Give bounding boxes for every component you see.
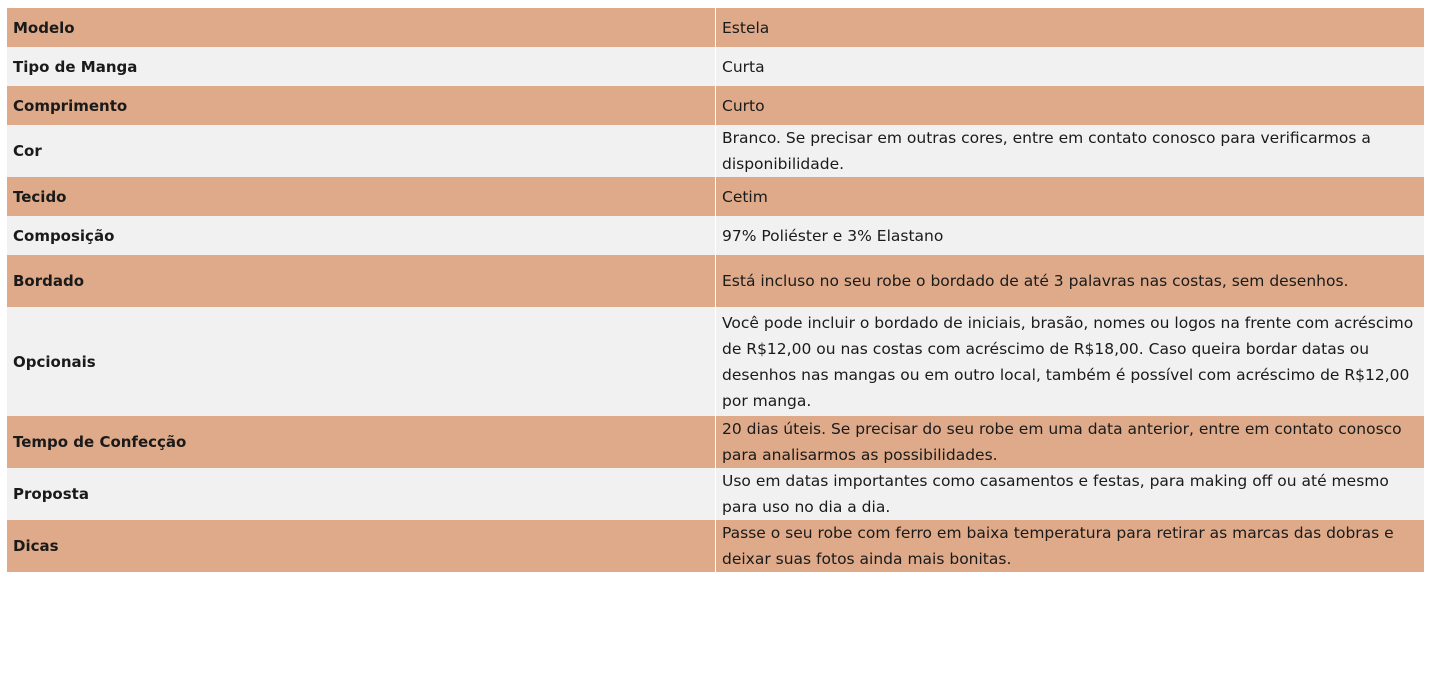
spec-label: Dicas [13,537,59,555]
spec-row-tecido [7,177,1424,216]
spec-row-tempo-de-confeccao [7,416,1424,468]
spec-label: Cor [13,142,42,160]
spec-value: Passe o seu robe com ferro em baixa temperatura para retirar as marcas das dobras e deixar suas fotos ainda mais bonitas. [716,520,1425,572]
spec-label: Tipo de Manga [13,57,138,76]
spec-label: Modelo [13,18,75,37]
spec-label: Bordado [13,272,85,290]
spec-value: Curta [716,47,1425,86]
spec-value: Está incluso no seu robe o bordado de até 3 palavras nas costas, sem desenhos. [716,255,1425,307]
spec-label: Tempo de Confecção [13,433,187,451]
spec-label: Proposta [13,485,89,503]
spec-value: Você pode incluir o bordado de iniciais, brasão, nomes ou logos na frente com acréscimo de R$12,00 ou nas costas com acréscimo de R$18,00. Caso queira bordar datas ou desenhos nas mangas ou em outro local, também é possível com acréscimo de R$12,00 por manga. [716,307,1425,416]
spec-label: Comprimento [13,96,128,115]
spec-row-cor [7,125,1424,177]
spec-value: Uso em datas importantes como casamentos e festas, para making off ou até mesmo para uso no dia a dia. [716,468,1425,520]
spec-value: Cetim [716,177,1425,216]
spec-value: Branco. Se precisar em outras cores, entre em contato conosco para verificarmos a disponibilidade. [716,125,1425,177]
spec-label: Tecido [13,187,67,206]
product-specs-table [7,8,1424,572]
spec-value: 97% Poliéster e 3% Elastano [716,216,1425,255]
spec-label: Opcionais [13,352,96,371]
spec-row-dicas [7,520,1424,572]
spec-row-proposta [7,468,1424,520]
spec-value: Curto [716,86,1425,125]
spec-label: Composição [13,226,115,245]
spec-row-tipo-de-manga [7,47,1424,86]
spec-row-opcionais [7,307,1424,416]
spec-row-composicao [7,216,1424,255]
spec-value: Estela [716,8,1425,47]
spec-row-comprimento [7,86,1424,125]
spec-value: 20 dias úteis. Se precisar do seu robe em uma data anterior, entre em contato conosco para analisarmos as possibilidades. [716,416,1425,468]
spec-row-modelo [7,8,1424,47]
spec-row-bordado [7,255,1424,307]
